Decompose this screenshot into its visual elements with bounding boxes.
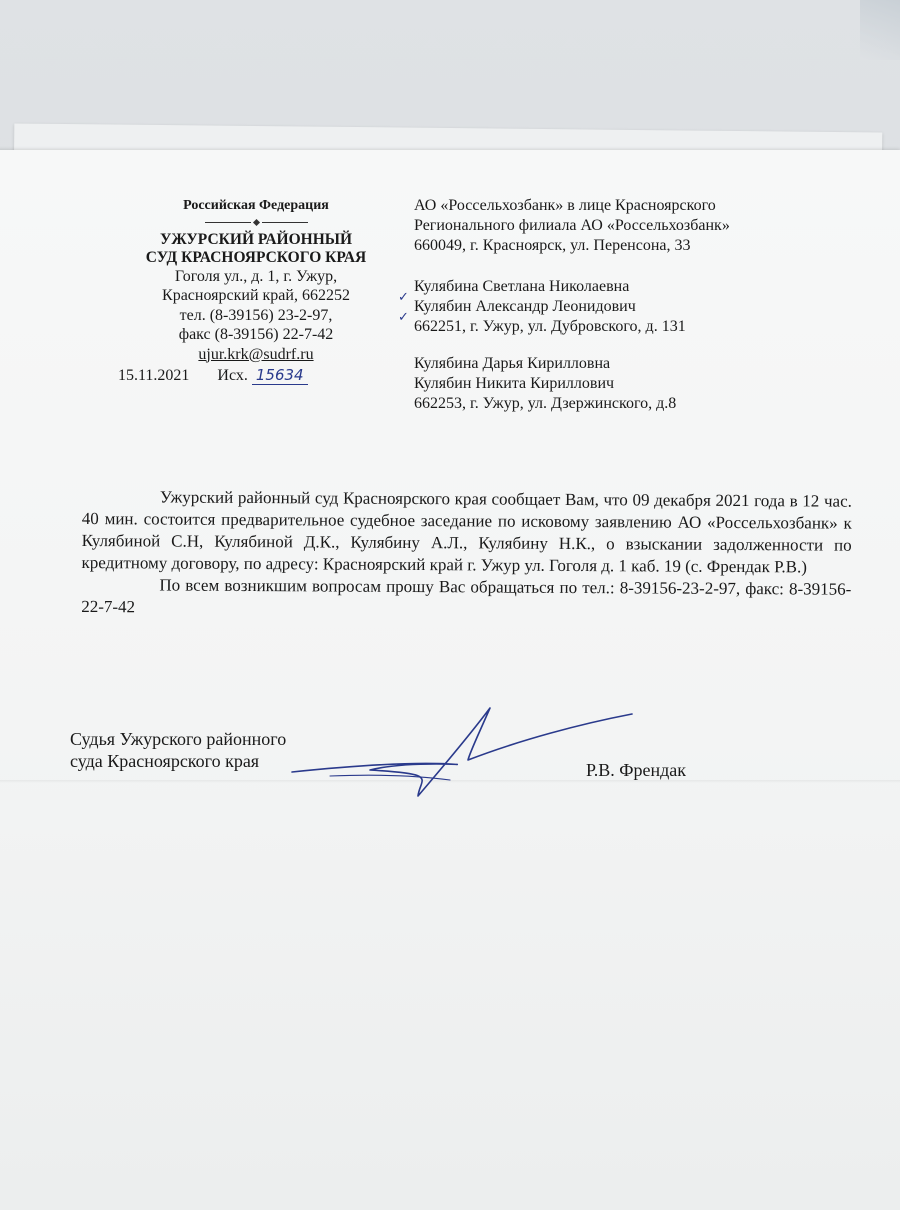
- court-address-line1: Гоголя ул., д. 1, г. Ужур,: [174, 267, 338, 285]
- ornament-divider: [110, 220, 402, 225]
- signature-title: [70, 728, 286, 772]
- court-name-line1: УЖУРСКИЙ РАЙОННЫЙ: [159, 230, 353, 248]
- signature-title-line2: суда Красноярского края: [70, 751, 260, 771]
- person-4: Кулябин Никита Кириллович: [414, 375, 615, 392]
- letter-body: [81, 486, 852, 623]
- signature-title-line1: Судья Ужурского районного: [70, 729, 287, 749]
- handwritten-signature: [290, 700, 650, 810]
- outgoing-number-handwritten: 15634: [252, 366, 308, 385]
- bank-line2: Регионального филиала АО «Россельхозбанк»: [414, 217, 730, 234]
- body-paragraph-1: Ужурский районный суд Красноярского края сообщает Вам, что 09 декабря 2021 года в 12 час. 40 мин. состоится предварительное судебное заседание по исковому заявлению АО «Россельхозбанк» к Кулябиной С.Н, Кулябиной Д.К., Кулябину А.Л., Кулябину Н.К., о взыскании задолженности по кредитному договору, по адресу: Красноярский край г. Ужур ул. Гоголя д. 1 каб. 19 (с. Френдак Р.В.): [81, 487, 852, 577]
- person-3: Кулябина Дарья Кирилловна: [414, 355, 611, 372]
- bank-address: 660049, г. Красноярск, ул. Перенсона, 33: [414, 237, 691, 254]
- checkmark-icon: ✓: [398, 290, 409, 305]
- court-address-line2: Красноярский край, 662252: [162, 287, 350, 304]
- court-phone: тел. (8-39156) 23-2-97,: [179, 306, 333, 324]
- person-2: Кулябин Александр Леонидович: [414, 298, 636, 315]
- date-and-outgoing-number: [118, 366, 308, 385]
- bank-line1: АО «Россельхозбанк» в лице Красноярского: [414, 197, 716, 214]
- address-2: 662251, г. Ужур, ул. Дубровского, д. 131: [414, 318, 686, 335]
- person-1: Кулябина Светлана Николаевна: [414, 278, 630, 295]
- address-3: 662253, г. Ужур, ул. Дзержинского, д.8: [414, 395, 677, 412]
- court-email: ujur.krk@sudrf.ru: [198, 345, 314, 363]
- addressee-group-2: [414, 354, 676, 414]
- judge-name: Р.В. Френдак: [586, 760, 687, 780]
- body-paragraph-2: По всем возникшим вопросам прошу Вас обращаться по тел.: 8-39156-23-2-97, факс: 8-39156-22-7-42: [81, 575, 852, 617]
- court-fax: факс (8-39156) 22-7-42: [178, 326, 334, 343]
- checkmark-icon: ✓: [398, 310, 409, 325]
- outgoing-label: Исх.: [217, 367, 248, 384]
- addressee-group-1: [414, 277, 686, 337]
- addressee-bank: [414, 196, 730, 256]
- court-name-line2: СУД КРАСНОЯРСКОГО КРАЯ: [145, 248, 367, 266]
- country-heading: Российская Федерация: [183, 198, 329, 213]
- letter-date: 15.11.2021: [118, 367, 190, 384]
- court-letterhead: [110, 196, 402, 364]
